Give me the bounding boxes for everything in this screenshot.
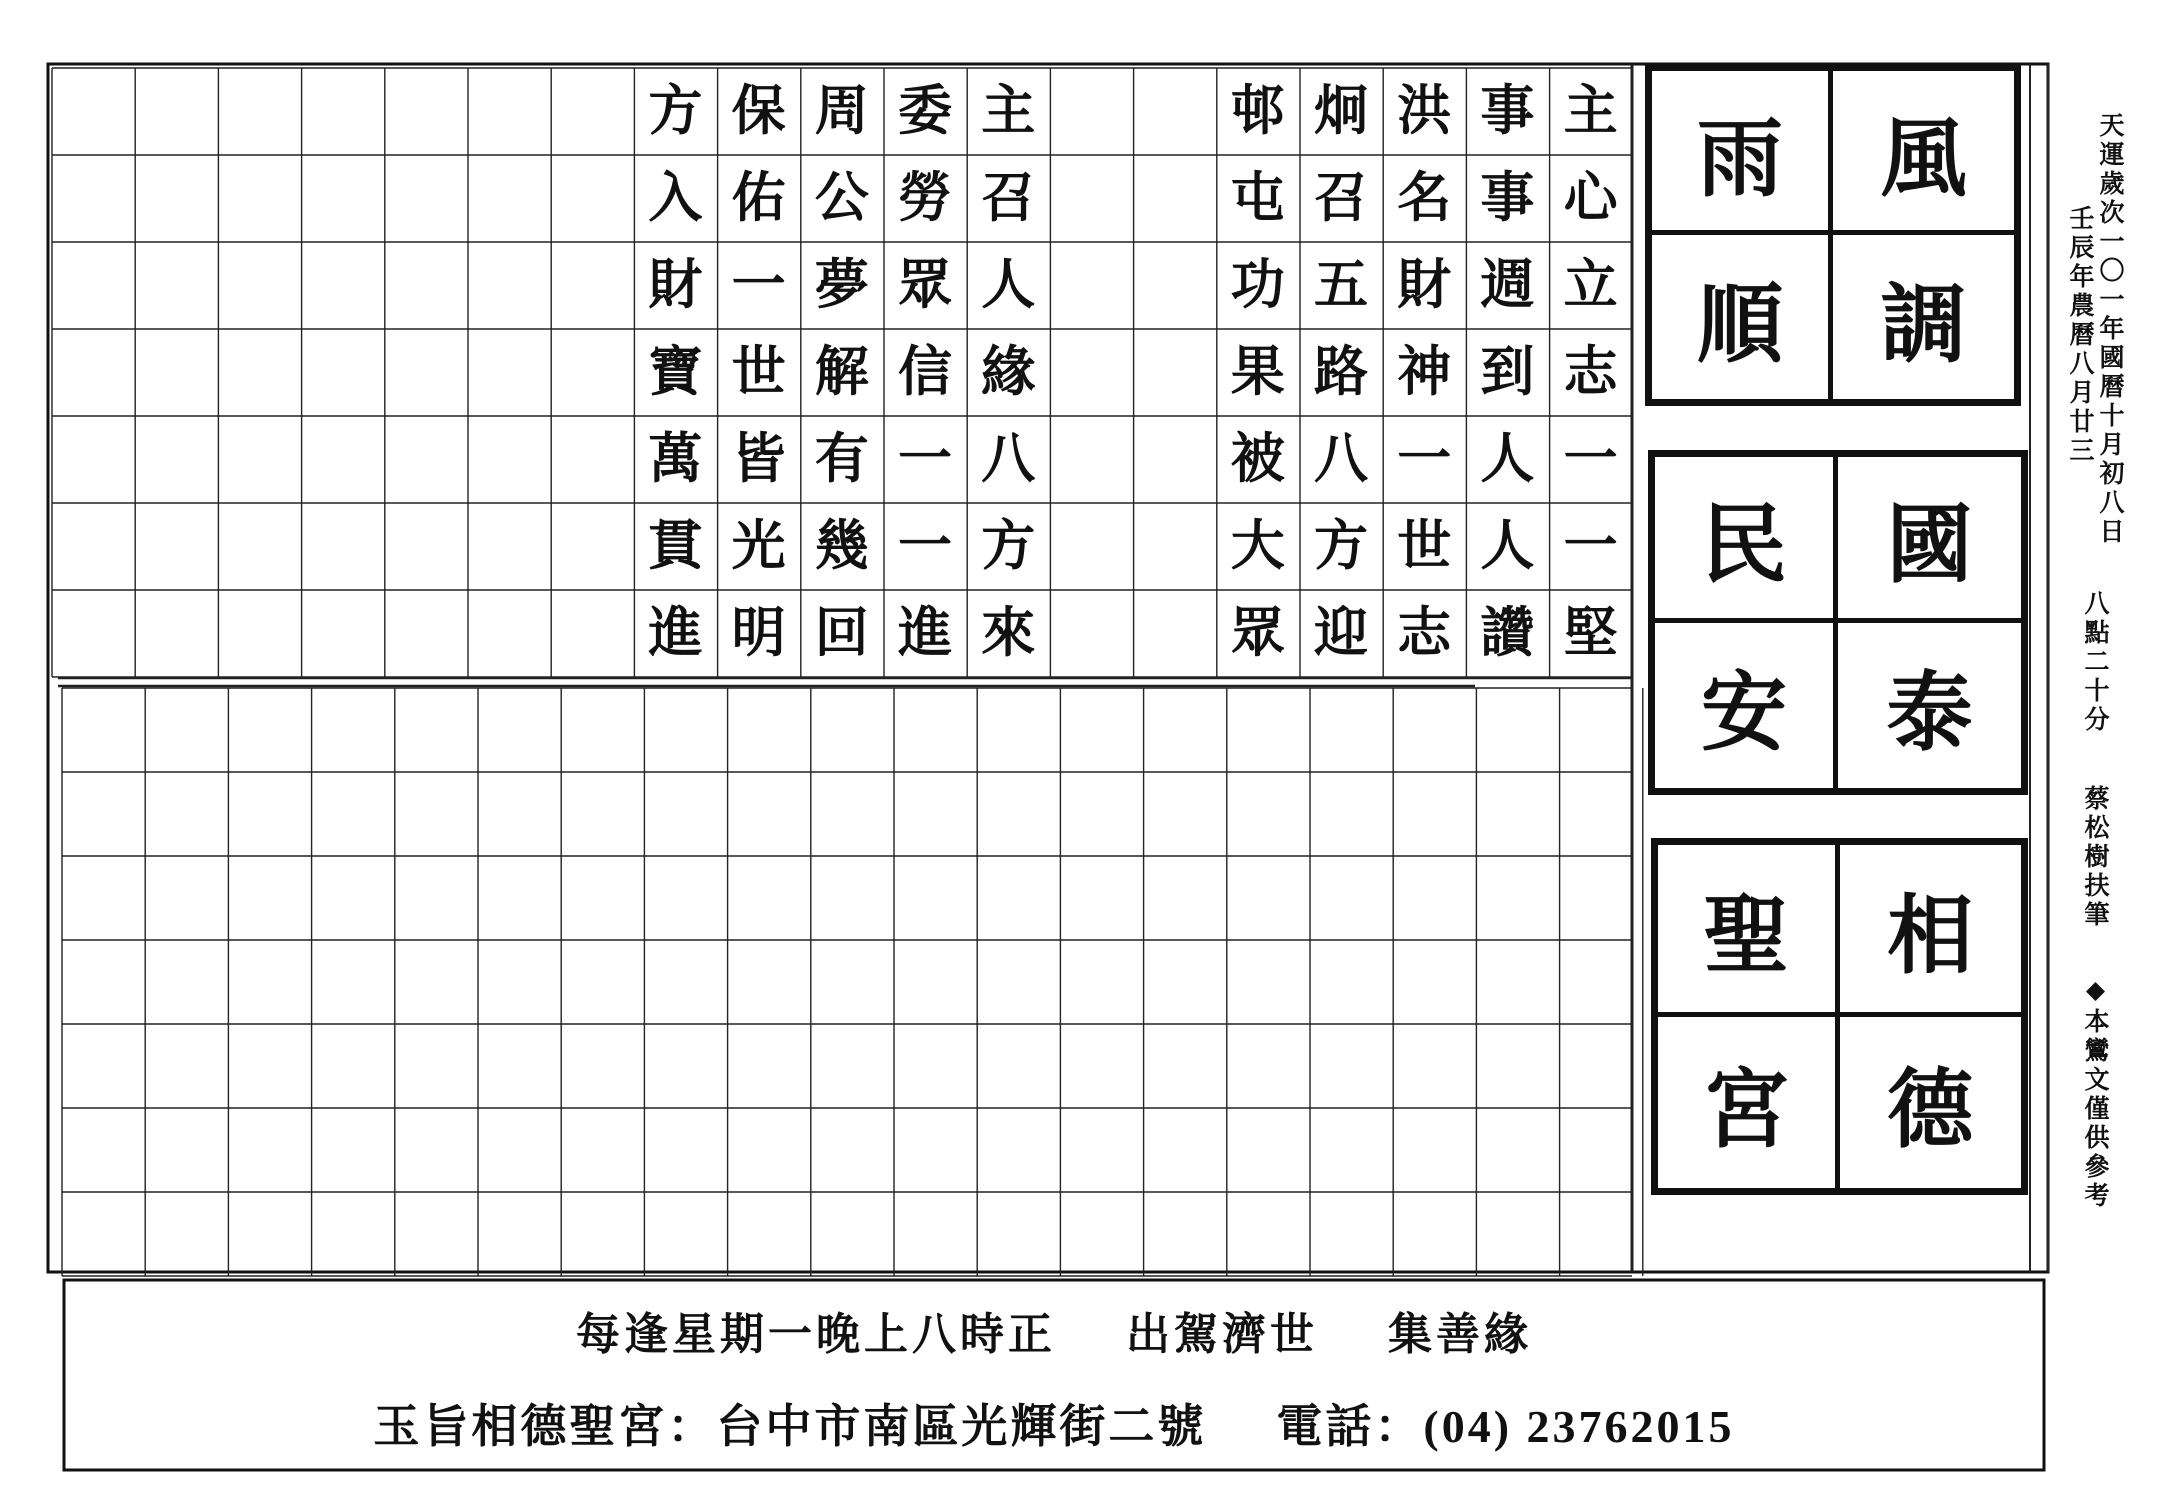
poem-char: 五 (1314, 252, 1368, 316)
poem-char: 光 (731, 513, 786, 577)
poem-char: 進 (898, 600, 952, 664)
footer-schedule-line (64, 1298, 2044, 1362)
poem-char: 一 (1563, 426, 1618, 490)
tagline-text: 集善緣 (1388, 1309, 1532, 1360)
banner-char: 民 (1655, 457, 1838, 623)
poem-char: 心 (1563, 165, 1618, 229)
poem-char: 勞 (898, 165, 952, 229)
poem-char: 召 (1314, 165, 1368, 229)
poem-char: 方 (1314, 513, 1368, 577)
poem-char: 炯 (1314, 78, 1368, 142)
poem-char: 信 (898, 339, 952, 403)
poem-char: 志 (1563, 339, 1618, 403)
poem-char: 人 (981, 252, 1036, 316)
banner-wind-rain (1645, 64, 2021, 406)
phone-label: 電話： (1276, 1399, 1424, 1453)
banner-char: 相 (1840, 845, 2022, 1017)
banner-char: 聖 (1658, 845, 1840, 1017)
poem-char: 神 (1397, 339, 1452, 403)
poem-char: 路 (1314, 339, 1368, 403)
poem-char: 緣 (981, 339, 1036, 403)
banner-char: 泰 (1886, 662, 1973, 764)
banner-char: 雨 (1652, 71, 1833, 235)
poem-char: 被 (1230, 426, 1285, 490)
poem-char: 佑 (731, 165, 786, 229)
poem-char: 方 (981, 513, 1036, 577)
poem-char: 八 (981, 426, 1036, 490)
poem-char: 八 (1314, 426, 1368, 490)
poem-char: 回 (814, 600, 869, 664)
poem-char: 幾 (814, 513, 869, 577)
poem-char: 迎 (1314, 600, 1368, 664)
address-text: 玉旨相德聖宮：台中市南區光輝街二號 (373, 1399, 1207, 1453)
poem-char: 召 (981, 165, 1036, 229)
footer-address-line (64, 1390, 2044, 1456)
banner-nation-people (1648, 450, 2028, 795)
poem-char: 邨 (1230, 78, 1285, 142)
poem-char: 果 (1230, 339, 1285, 403)
disclaimer-line: ◆本鸞文僅供參考 (2081, 975, 2110, 1211)
poem-char: 立 (1563, 252, 1618, 316)
poem-char: 明 (731, 600, 786, 664)
poem-char: 人 (1480, 513, 1535, 577)
banner-char: 宮 (1658, 1017, 1840, 1189)
poem-char: 志 (1397, 600, 1452, 664)
poem-char: 一 (898, 513, 952, 577)
time-line: 八點二十分 (2081, 590, 2110, 735)
banner-char: 德 (1887, 1059, 1974, 1161)
banner-char: 風 (1833, 71, 2014, 235)
banner-char: 調 (1880, 274, 1967, 375)
poem-char: 眾 (898, 252, 952, 316)
poem-char: 主 (981, 78, 1036, 142)
poem-char: 入 (648, 165, 703, 229)
poem-char: 寶 (648, 339, 703, 403)
schedule-text: 每逢星期一晚上八時正 (576, 1309, 1056, 1360)
poem-char: 財 (1397, 252, 1452, 316)
poem-char: 堅 (1563, 600, 1618, 664)
poem-char: 一 (1397, 426, 1452, 490)
poem-char: 解 (814, 339, 869, 403)
poem-char: 委 (898, 78, 952, 142)
poem-char: 事 (1480, 165, 1535, 229)
poem-char: 財 (648, 252, 703, 316)
poem-char: 周 (814, 78, 869, 142)
poem-char: 眾 (1230, 600, 1285, 664)
banner-char: 安 (1655, 623, 1838, 789)
poem-char: 事 (1480, 78, 1535, 142)
poem-char: 名 (1397, 165, 1452, 229)
date-line-gregorian: 天運歲次一〇一年國曆十月初八日 (2096, 112, 2125, 547)
poem-char: 到 (1480, 339, 1535, 403)
poem-char: 世 (1397, 513, 1452, 577)
poem-char: 一 (898, 426, 952, 490)
poem-char: 週 (1480, 252, 1535, 316)
poem-char: 大 (1230, 513, 1285, 577)
banner-char: 國 (1838, 457, 2021, 623)
poem-char: 皆 (731, 426, 786, 490)
poem-char: 功 (1230, 252, 1285, 316)
poem-char: 貫 (648, 513, 703, 577)
poem-char: 方 (648, 78, 703, 142)
poem-char: 有 (814, 426, 869, 490)
poem-char: 一 (1563, 513, 1618, 577)
phone-number: (04) 23762015 (1423, 1401, 1735, 1452)
date-line-lunar: 壬辰年農曆八月廿三 (2066, 205, 2095, 466)
poem-char: 進 (648, 600, 703, 664)
poem-char: 萬 (648, 426, 703, 490)
motto-text: 出駕濟世 (1126, 1309, 1318, 1360)
banner-char: 順 (1652, 235, 1833, 399)
poem-char: 讚 (1480, 600, 1535, 664)
poem-char: 人 (1480, 426, 1535, 490)
poem-char: 屯 (1230, 165, 1285, 229)
poem-char: 保 (731, 78, 786, 142)
poem-char: 世 (731, 339, 786, 403)
poem-char: 主 (1563, 78, 1618, 142)
poem-char: 洪 (1397, 78, 1452, 142)
poem-char: 公 (814, 165, 869, 229)
banner-temple-name (1651, 838, 2028, 1195)
poem-char: 來 (981, 600, 1036, 664)
poem-char: 夢 (814, 252, 869, 316)
scribe-line: 蔡松樹扶筆 (2081, 785, 2110, 930)
poem-char: 一 (731, 252, 786, 316)
